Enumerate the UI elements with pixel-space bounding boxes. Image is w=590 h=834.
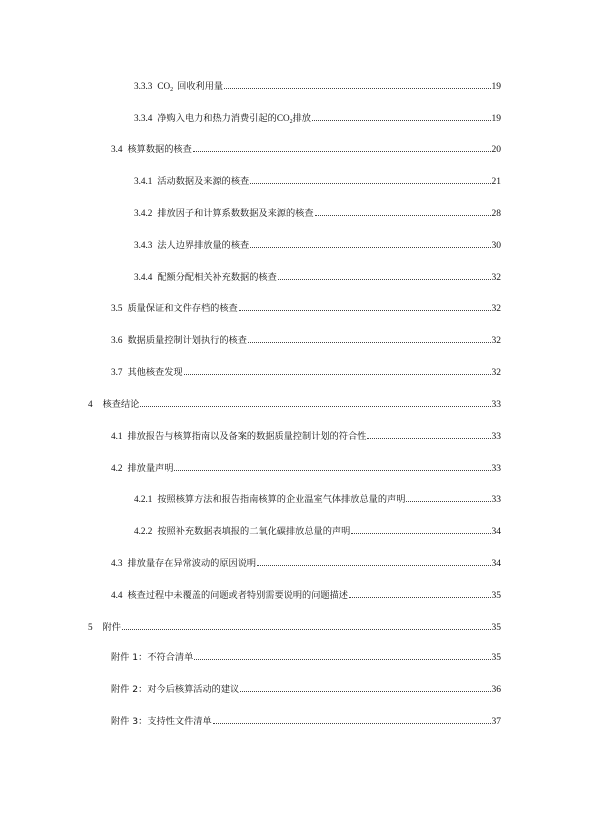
toc-page: 19 xyxy=(491,114,501,124)
toc-page: 34 xyxy=(491,527,501,537)
toc-title: 核查过程中未覆盖的问题或者特别需要说明的问题描述 xyxy=(127,590,348,601)
toc-number: 4 xyxy=(88,399,93,409)
leader-dots xyxy=(367,438,490,439)
toc-entry-3-4-2[interactable] xyxy=(134,206,501,220)
leader-dots xyxy=(122,629,491,630)
toc-entry-4-1[interactable] xyxy=(111,429,501,443)
leader-dots xyxy=(278,279,491,280)
toc-number: 3.5 xyxy=(111,303,123,313)
leader-dots xyxy=(213,723,491,724)
toc-entry-3-4-4[interactable] xyxy=(134,270,501,284)
toc-title: 按照补充数据表填报的二氧化碳排放总量的声明 xyxy=(157,526,351,537)
toc-page: 30 xyxy=(491,241,501,251)
leader-dots xyxy=(250,183,490,184)
toc-number: 3.7 xyxy=(111,367,123,377)
toc-number: 3.4 xyxy=(111,144,123,154)
toc-page: 32 xyxy=(491,273,501,283)
toc-entry-4-2[interactable] xyxy=(111,461,501,475)
toc-title: 回收利用量 xyxy=(177,81,224,92)
toc-title: 法人边界排放量的核查 xyxy=(157,240,250,251)
toc-page: 33 xyxy=(491,432,501,442)
toc-page: 28 xyxy=(491,209,501,219)
toc-number: 4.2.1 xyxy=(134,494,153,504)
toc-number: 5 xyxy=(88,622,93,632)
toc-number: 4.2 xyxy=(111,463,123,473)
toc-page: 35 xyxy=(491,653,501,663)
leader-dots xyxy=(351,533,490,534)
toc-entry-3-3-4[interactable] xyxy=(134,111,501,125)
toc-title: 净购入电力和热力消费引起的 xyxy=(157,113,277,124)
co2-label: $CO_2$ xyxy=(276,113,293,125)
toc-number: 3.3.3 xyxy=(134,81,153,91)
toc-page: 37 xyxy=(491,717,501,727)
toc-title: 附件 xyxy=(102,622,121,633)
toc-number: 3.6 xyxy=(111,335,123,345)
leader-dots xyxy=(140,406,490,407)
toc-title: 排放因子和计算系数数据及来源的核查 xyxy=(157,208,314,219)
toc-title: 排放量声明 xyxy=(127,463,174,474)
toc-entry-attachment-3[interactable] xyxy=(111,715,501,729)
toc-page: 33 xyxy=(491,495,501,505)
toc-number: 3.4.2 xyxy=(134,208,153,218)
toc-number: 4.4 xyxy=(111,590,123,600)
toc-entry-4-2-2[interactable] xyxy=(134,524,501,538)
toc-page: 34 xyxy=(491,559,501,569)
toc-entry-3-4-3[interactable] xyxy=(134,238,501,252)
toc-title: 排放量存在异常波动的原因说明 xyxy=(127,558,257,569)
toc-entry-3-4[interactable] xyxy=(111,142,501,156)
leader-dots xyxy=(250,247,490,248)
toc-entry-4-4[interactable] xyxy=(111,588,501,602)
toc-page: 19 xyxy=(491,82,501,92)
toc-entry-attachment-1[interactable] xyxy=(111,651,501,665)
leader-dots xyxy=(174,470,490,471)
toc-number: 3.4.3 xyxy=(134,240,153,250)
toc-title: 附件 2：对今后核算活动的建议 xyxy=(111,684,240,695)
toc-entry-3-4-1[interactable] xyxy=(134,174,501,188)
toc-title: 数据质量控制计划执行的核查 xyxy=(127,335,247,346)
toc-title: 质量保证和文件存档的核查 xyxy=(127,303,238,314)
toc-page: 21 xyxy=(491,177,501,187)
toc-title: 核查结论 xyxy=(102,399,140,410)
toc-page: 33 xyxy=(491,464,501,474)
leader-dots xyxy=(240,691,490,692)
toc-page: 32 xyxy=(491,336,501,346)
toc-title: 附件 1：不符合清单 xyxy=(111,652,194,663)
toc-entry-attachment-2[interactable] xyxy=(111,683,501,697)
toc-title: 核算数据的核查 xyxy=(127,144,192,155)
toc-entry-4-2-1[interactable] xyxy=(134,492,501,506)
leader-dots xyxy=(184,374,491,375)
toc-number: 3.4.4 xyxy=(134,272,153,282)
toc-page: 35 xyxy=(491,623,501,633)
leader-dots xyxy=(312,120,491,121)
toc-title: 按照核算方法和报告指南核算的企业温室气体排放总量的声明 xyxy=(157,494,406,505)
leader-dots xyxy=(224,88,490,89)
leader-dots xyxy=(239,310,491,311)
leader-dots xyxy=(315,215,491,216)
toc-entry-3-6[interactable] xyxy=(111,333,501,347)
leader-dots xyxy=(193,151,491,152)
toc-number: 3.4.1 xyxy=(134,176,153,186)
toc-page: 20 xyxy=(491,145,501,155)
toc-page: 32 xyxy=(491,304,501,314)
toc-page: 36 xyxy=(491,685,501,695)
leader-dots xyxy=(257,565,490,566)
toc-number: 4.1 xyxy=(111,431,123,441)
toc-number: 4.3 xyxy=(111,558,123,568)
toc-page: 32 xyxy=(491,368,501,378)
co2-label: $CO_2$ xyxy=(157,81,174,93)
toc-number: 3.3.4 xyxy=(134,113,153,123)
toc-entry-3-7[interactable] xyxy=(111,365,501,379)
toc-entry-5[interactable] xyxy=(88,620,501,634)
toc-entry-3-5[interactable] xyxy=(111,301,501,315)
leader-dots xyxy=(248,342,491,343)
toc-title: 附件 3：支持性文件清单 xyxy=(111,716,212,727)
toc-entry-3-3-3[interactable] xyxy=(134,79,501,93)
toc-title: 配额分配相关补充数据的核查 xyxy=(157,272,277,283)
leader-dots xyxy=(194,659,490,660)
toc-entry-4[interactable] xyxy=(88,397,501,411)
leader-dots xyxy=(406,501,490,502)
toc-number: 4.2.2 xyxy=(134,526,153,536)
toc-title-suffix: 排放 xyxy=(292,113,311,124)
toc-entry-4-3[interactable] xyxy=(111,556,501,570)
leader-dots xyxy=(349,597,491,598)
toc-title: 活动数据及来源的核查 xyxy=(157,176,250,187)
toc-page: 35 xyxy=(491,591,501,601)
toc-page: 33 xyxy=(491,400,501,410)
toc-title: 其他核查发现 xyxy=(127,367,183,378)
toc-title: 排放报告与核算指南以及备案的数据质量控制计划的符合性 xyxy=(127,431,367,442)
